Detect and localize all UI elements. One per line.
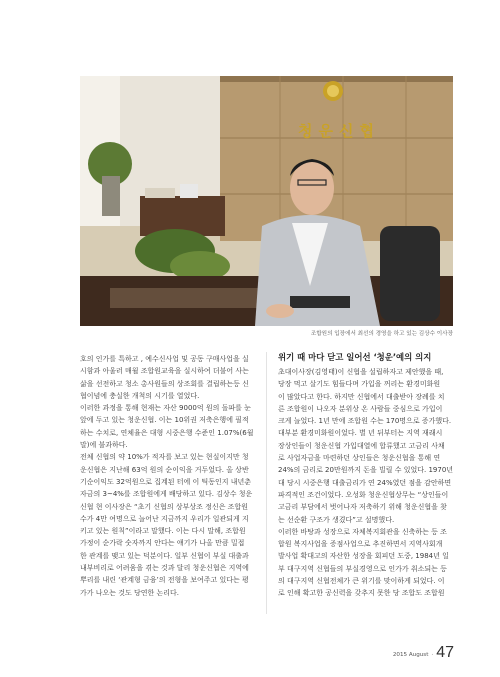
body-line: 대 당시 시중은행 대출금리가 연 24%였던 점을 감안하면 [278, 478, 452, 487]
body-line: 협이념에 충실한 개척의 시기를 열었다. [80, 391, 200, 400]
body-line: 로 인해 확고한 공신력을 갖추지 못한 당 조합도 조합원 [278, 589, 445, 598]
body-line: 키고 있는 원칙”이라고 말했다. 이는 다시 말해, 조합원 [80, 527, 246, 536]
body-line: 내부비리로 어려움을 겪는 것과 달리 청운신협은 지역에 [80, 564, 249, 573]
interview-photo [80, 76, 453, 326]
body-line: 초대이사장(김영태)이 신협을 설립하자고 제안했을 때, [278, 368, 444, 376]
body-line: 운신협은 지난해 63억 원의 순이익을 거두었다. 올 상반 [80, 465, 249, 474]
body-line: 합원 복지사업을 증점사업으로 추진하면서 지역사회개 [278, 540, 443, 549]
body-line: 자금의 3~4%를 조합원에게 배당하고 있다. 김상수 청운 [80, 490, 253, 499]
section-heading: 위기 때 마다 닫고 일어선 ‘청운’예의 의지 [278, 352, 432, 362]
body-line: 파격적인 조건이었다. 오성화 청운신협상무는 “상인들이 [278, 490, 449, 499]
body-line: 호의 인가를 특하고 , 예수신사업 및 공동 구매사업을 실 [80, 355, 249, 363]
photo-illustration [80, 76, 453, 326]
body-line: 말)에 불과하다. [80, 441, 128, 450]
body-line: 기순이익도 32억원으로 집계된 터에 이 틱동인지 내년춘 [80, 477, 252, 486]
body-line: 수가 4만 여명으로 늘어난 지금까지 우리가 일관되게 지 [80, 514, 249, 523]
body-line: 하는 수치로, 연체율은 대형 시중은행 수준인 1.07%(6월 [80, 428, 254, 437]
body-line: 고금리 부담에서 벗어나자 저축하기 위해 청운신협을 찾 [278, 503, 447, 512]
body-line: 가정이 순가락 숫자까지 안다는 얘기가 나올 만큼 밀접 [80, 539, 245, 548]
right-column [278, 351, 453, 600]
column-divider [266, 352, 267, 614]
body-line: 장상인들이 청운신협 가입대열에 합류했고 고금리 사채 [278, 441, 445, 450]
body-line: 뿌리를 내린 ‘관계형 금융’의 전형을 보여주고 있다는 평 [80, 576, 249, 585]
body-line: 는 선순환 구조가 생겼다”고 설명했다. [278, 515, 395, 524]
body-line: 부 대구지역 신협들의 부실경영으로 인가가 취소되는 등 [278, 564, 447, 573]
issue-label: 2015 August [392, 652, 429, 658]
footer-bullet: · [431, 652, 434, 658]
body-line: 가가 나오는 것도 당연한 논리다. [80, 588, 180, 597]
body-line: 시함과 아울러 매월 조합원교육을 실시하여 더불어 사는 [80, 367, 249, 376]
body-line: 이러한 바탕과 성장으로 자체복지회관을 신축하는 등 조 [278, 527, 447, 536]
photo-caption: 조합원의 입장에서 최선의 경영을 하고 있는 김상수 이사장 [310, 331, 453, 337]
page-footer [393, 641, 454, 661]
body-line: 24%의 금리로 20만원까지 돈을 빌릴 수 있었다. 1970년 [278, 466, 453, 475]
body-line: 발사업 확대고의 자산한 성장을 회피던 도중, 1984년 일 [278, 552, 449, 561]
body-line: 이 많았다고 한다. 하지만 신협에서 대출받아 장례를 치 [278, 392, 445, 401]
body-line: 당장 먹고 살기도 힘들다며 가입을 꺼리는 환경미화원 [278, 380, 441, 389]
left-column [80, 353, 255, 599]
body-line: 이러한 과정을 통해 현재는 자산 9000억 원의 돌파를 눈 [80, 404, 251, 413]
page-number: 47 [436, 644, 454, 661]
body-line: 대부분 환경미화원이었다. 별 년 뒤부터는 지역 재래시 [278, 429, 443, 438]
body-line: 삶을 선전하고 청소 총사원들의 상조회를 결립하는등 신 [80, 379, 249, 388]
body-line: 크게 늘었다. 1년 만에 조합원 수는 170명으로 증가했다. [278, 417, 452, 426]
body-line: 전체 신협의 약 10%가 적자를 보고 있는 현실이지만 청 [80, 453, 249, 462]
body-line: 른 조합원이 나오자 분위상 온 사람들 중심으로 가입이 [278, 404, 443, 413]
body-line: 앞에 두고 있는 청운신협. 이는 10위권 저축은행에 필적 [80, 416, 249, 425]
body-line: 한 관계를 맺고 있는 덕분이다. 일부 신협이 부실 대출과 [80, 551, 249, 560]
sign-text: 청운신협 [298, 122, 380, 140]
body-line: 로 사업자금을 마련하던 상인들은 청운신협을 통해 연 [278, 454, 441, 463]
body-line: 의 대구지역 신협전체가 큰 위기를 맞이하게 되었다. 이 [278, 577, 445, 586]
body-line: 신협 현 이사장은 “초기 신협의 상부상조 정신은 조합원 [80, 502, 248, 511]
